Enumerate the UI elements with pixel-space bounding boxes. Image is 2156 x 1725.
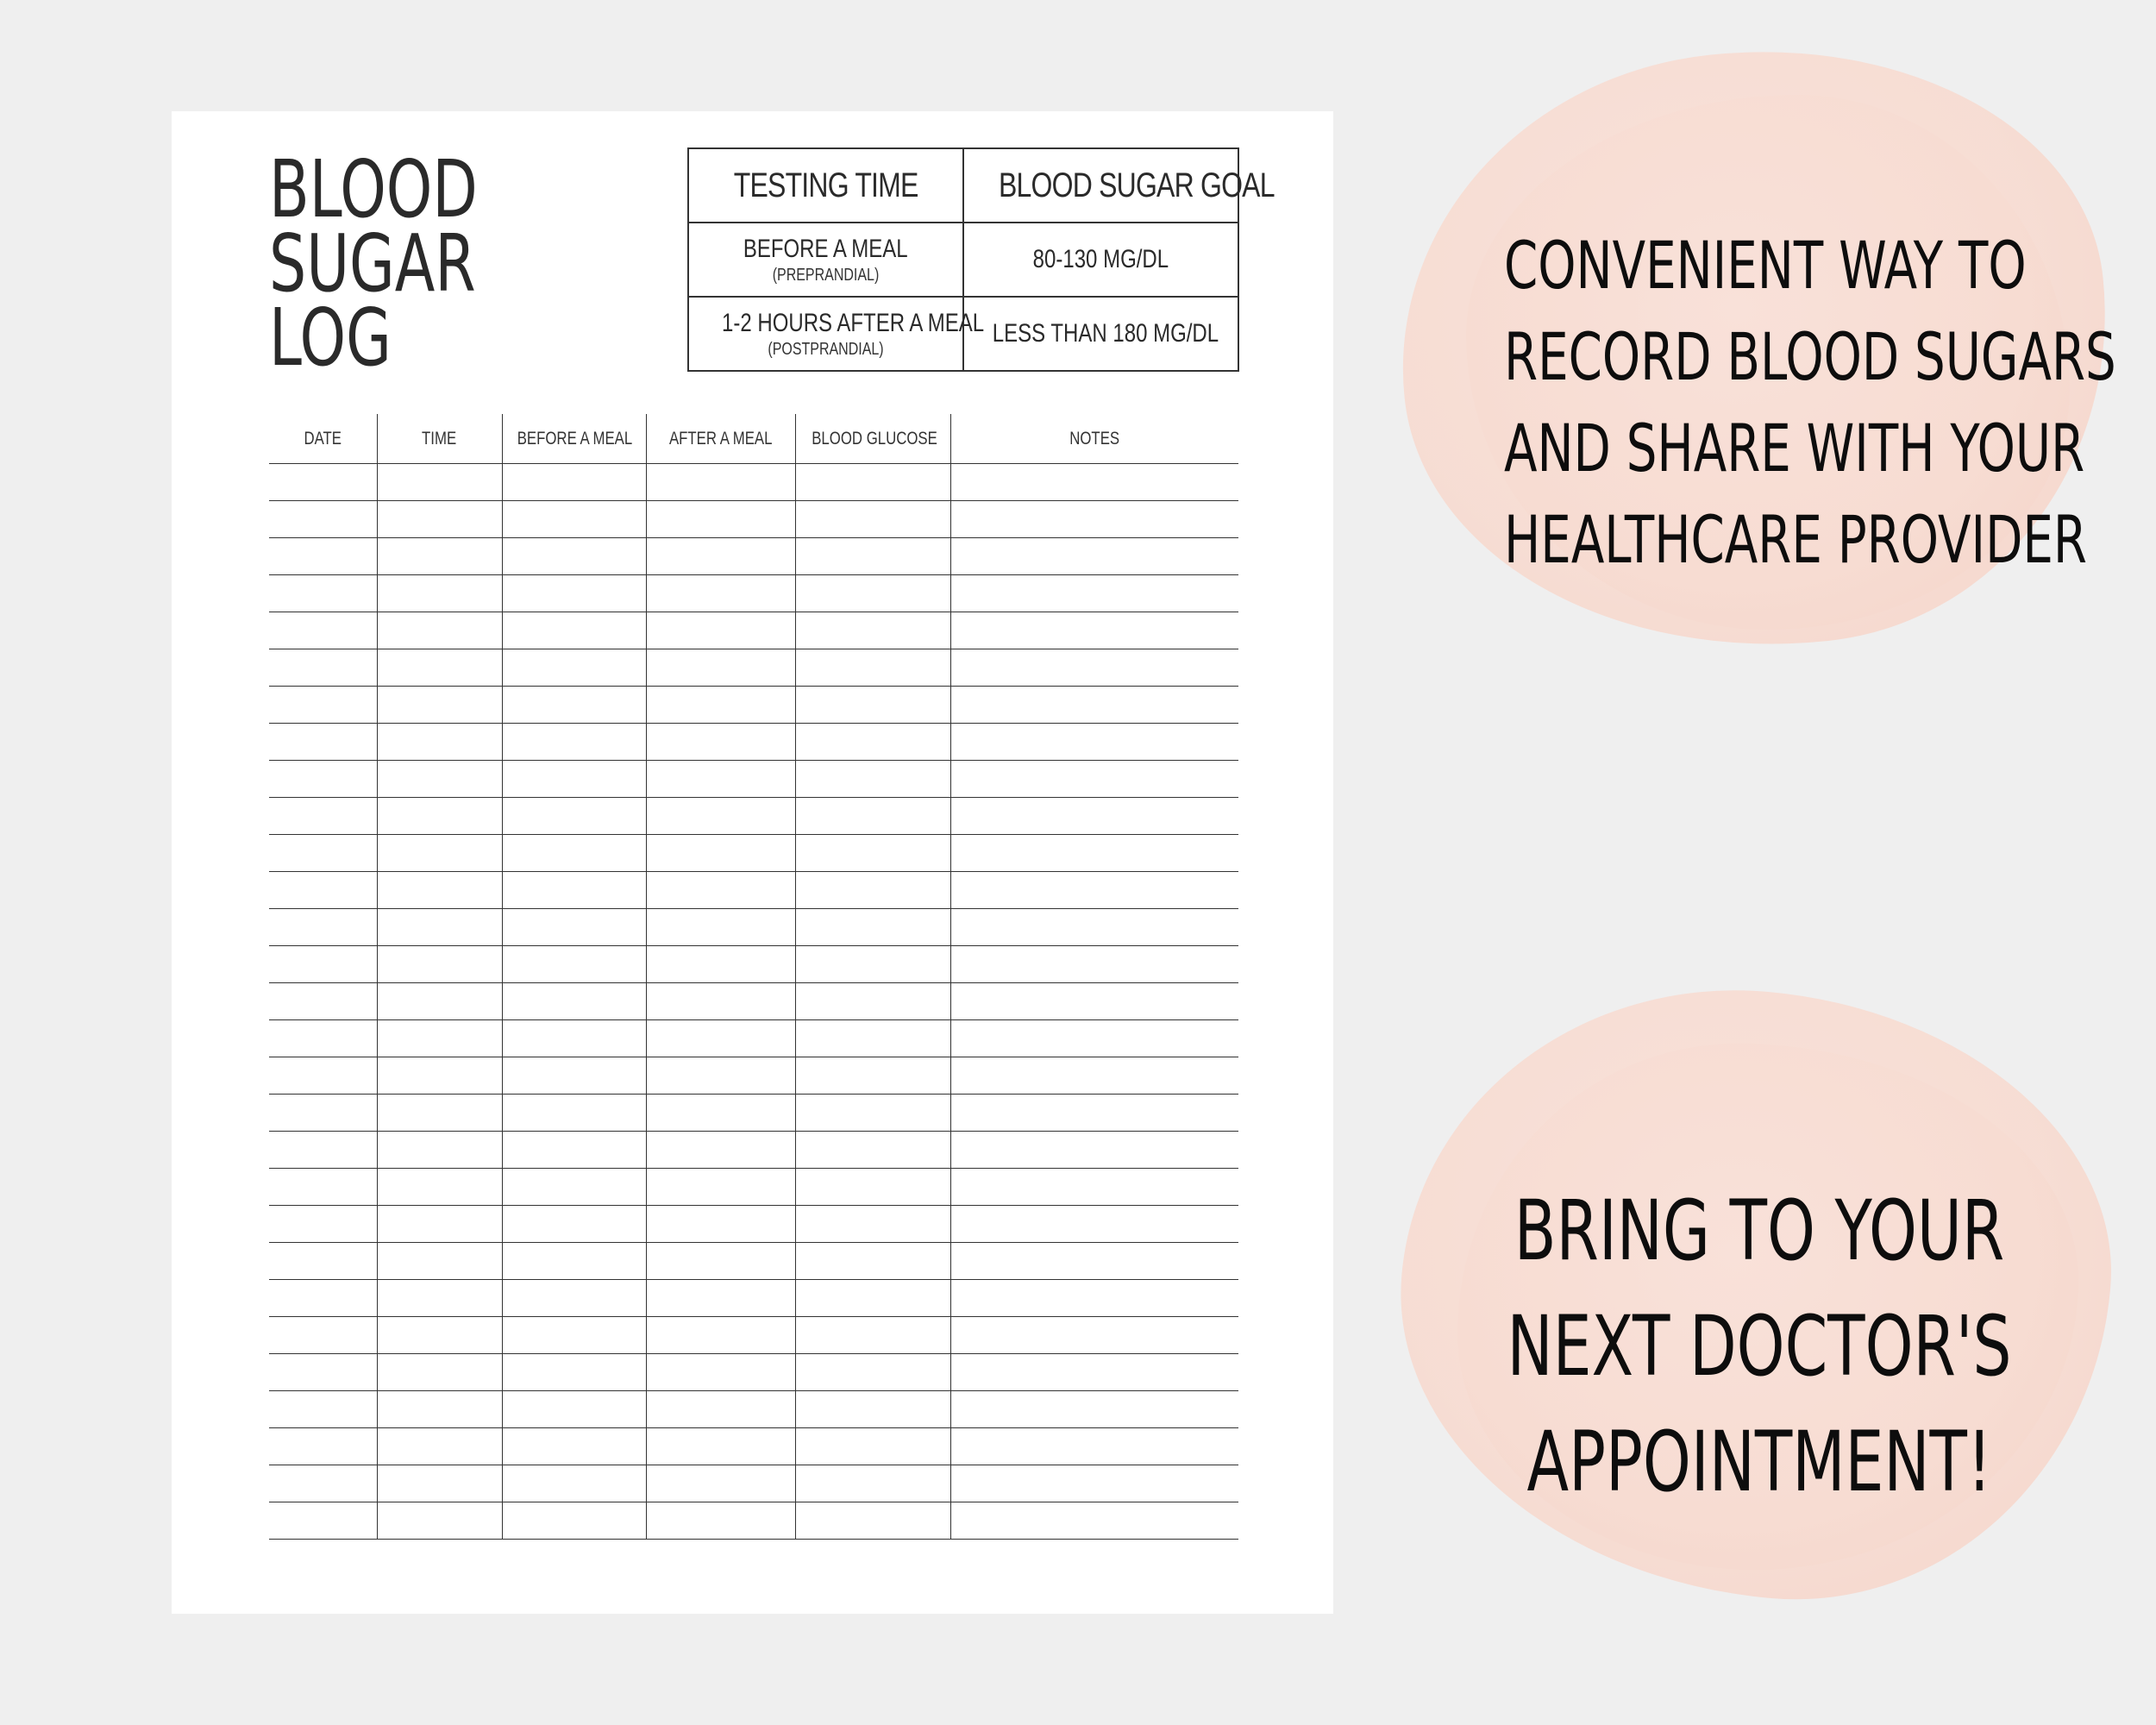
promo-line: APPOINTMENT!	[1526, 1414, 1992, 1510]
log-cell	[646, 1391, 795, 1428]
column-time: TIME	[377, 414, 502, 464]
goal-table-header	[688, 148, 1238, 223]
log-cell	[377, 1428, 502, 1465]
log-cell	[269, 1132, 377, 1169]
log-cell	[502, 761, 646, 798]
log-cell	[795, 1169, 950, 1206]
log-cell	[502, 983, 646, 1020]
log-cell	[795, 538, 950, 575]
log-row	[269, 946, 1238, 983]
log-cell	[502, 1057, 646, 1095]
log-cell	[502, 1280, 646, 1317]
goal-condition-cell	[688, 297, 985, 371]
log-cell	[795, 761, 950, 798]
log-row	[269, 798, 1238, 835]
log-cell	[646, 501, 795, 538]
log-cell	[269, 946, 377, 983]
log-cell	[377, 1280, 502, 1317]
log-cell	[377, 835, 502, 872]
goal-row-postprandial	[688, 297, 1238, 371]
goal-condition-cell	[688, 223, 963, 297]
log-cell	[795, 1317, 950, 1354]
log-cell	[269, 464, 377, 501]
log-cell	[950, 1428, 1238, 1465]
log-cell	[950, 724, 1238, 761]
column-before-a-meal: BEFORE A MEAL	[502, 414, 646, 464]
promo-line: RECORD BLOOD SUGARS	[1504, 318, 2116, 395]
log-row	[269, 724, 1238, 761]
log-cell	[646, 1206, 795, 1243]
log-cell	[269, 575, 377, 612]
log-cell	[502, 1354, 646, 1391]
log-cell	[795, 835, 950, 872]
log-cell	[269, 872, 377, 909]
goal-condition-note: (POSTPRANDIAL)	[768, 339, 884, 359]
log-cell	[795, 1280, 950, 1317]
title-line-2: SUGAR	[269, 217, 476, 310]
log-cell	[377, 538, 502, 575]
column-blood-glucose: BLOOD GLUCOSE	[795, 414, 950, 464]
log-cell	[950, 538, 1238, 575]
goal-condition-note: (PREPRANDIAL)	[772, 265, 880, 285]
log-row	[269, 575, 1238, 612]
log-cell	[795, 1206, 950, 1243]
log-cell	[269, 835, 377, 872]
log-cell	[646, 983, 795, 1020]
log-cell	[646, 1132, 795, 1169]
goal-header-testing-time: TESTING TIME	[688, 148, 963, 223]
log-cell	[646, 1317, 795, 1354]
log-cell	[950, 464, 1238, 501]
log-row	[269, 909, 1238, 946]
log-cell	[795, 1020, 950, 1057]
log-cell	[795, 983, 950, 1020]
log-cell	[950, 872, 1238, 909]
log-cell	[269, 909, 377, 946]
log-cell	[646, 1169, 795, 1206]
log-cell	[377, 1206, 502, 1243]
log-cell	[502, 909, 646, 946]
log-cell	[795, 1243, 950, 1280]
log-row	[269, 687, 1238, 724]
log-cell	[795, 464, 950, 501]
log-cell	[377, 1243, 502, 1280]
log-cell	[269, 1280, 377, 1317]
log-cell	[646, 575, 795, 612]
log-row	[269, 612, 1238, 649]
goal-header-blood-sugar-goal: BLOOD SUGAR GOAL	[963, 148, 1238, 223]
log-cell	[377, 575, 502, 612]
log-sheet	[172, 111, 1333, 1614]
log-cell	[950, 501, 1238, 538]
log-cell	[950, 1057, 1238, 1095]
log-cell	[269, 724, 377, 761]
log-cell	[950, 1095, 1238, 1132]
promo-line: BRING TO YOUR	[1514, 1182, 2005, 1279]
log-cell	[502, 872, 646, 909]
log-cell	[502, 1428, 646, 1465]
log-cell	[950, 909, 1238, 946]
log-cell	[646, 687, 795, 724]
log-cell	[377, 1169, 502, 1206]
log-row	[269, 1020, 1238, 1057]
log-cell	[269, 1465, 377, 1502]
log-cell	[377, 501, 502, 538]
log-cell	[377, 1057, 502, 1095]
log-cell	[269, 983, 377, 1020]
log-cell	[377, 1132, 502, 1169]
log-cell	[950, 1317, 1238, 1354]
log-cell	[502, 501, 646, 538]
log-cell	[377, 724, 502, 761]
log-cell	[377, 798, 502, 835]
log-cell	[269, 761, 377, 798]
log-cell	[950, 1354, 1238, 1391]
log-cell	[795, 1057, 950, 1095]
log-cell	[269, 1243, 377, 1280]
log-cell	[502, 1317, 646, 1354]
log-row	[269, 1057, 1238, 1095]
log-cell	[646, 909, 795, 946]
log-cell	[502, 1502, 646, 1540]
log-cell	[269, 1428, 377, 1465]
log-cell	[377, 1095, 502, 1132]
log-row	[269, 1317, 1238, 1354]
log-cell	[502, 1243, 646, 1280]
log-cell	[646, 1428, 795, 1465]
log-cell	[950, 1243, 1238, 1280]
column-date: DATE	[269, 414, 377, 464]
log-cell	[950, 761, 1238, 798]
log-cell	[502, 1095, 646, 1132]
log-row	[269, 872, 1238, 909]
log-cell	[377, 1020, 502, 1057]
log-cell	[502, 575, 646, 612]
goal-table	[687, 147, 1275, 372]
log-row	[269, 761, 1238, 798]
log-cell	[377, 1354, 502, 1391]
log-cell	[646, 1095, 795, 1132]
log-cell	[269, 1169, 377, 1206]
log-cell	[795, 798, 950, 835]
log-cell	[377, 649, 502, 687]
log-cell	[646, 538, 795, 575]
log-cell	[646, 724, 795, 761]
promo-text-appointment	[1414, 1173, 2104, 1520]
log-cell	[269, 1354, 377, 1391]
log-cell	[950, 1206, 1238, 1243]
log-cell	[269, 649, 377, 687]
log-cell	[795, 501, 950, 538]
log-cell	[269, 1095, 377, 1132]
log-cell	[502, 687, 646, 724]
log-row	[269, 538, 1238, 575]
log-cell	[950, 946, 1238, 983]
log-cell	[646, 1502, 795, 1540]
log-cell	[950, 649, 1238, 687]
log-cell	[950, 1169, 1238, 1206]
log-cell	[950, 1132, 1238, 1169]
log-row	[269, 1280, 1238, 1317]
log-cell	[950, 1280, 1238, 1317]
log-cell	[646, 1243, 795, 1280]
log-cell	[269, 1020, 377, 1057]
log-cell	[377, 1465, 502, 1502]
log-row	[269, 1502, 1238, 1540]
log-cell	[795, 1132, 950, 1169]
log-cell	[377, 687, 502, 724]
log-cell	[950, 612, 1238, 649]
log-table-header	[269, 414, 1238, 464]
log-cell	[269, 501, 377, 538]
goal-value-cell	[963, 297, 1238, 371]
log-cell	[646, 761, 795, 798]
goal-value-cell	[963, 223, 1238, 297]
column-after-a-meal: AFTER A MEAL	[646, 414, 795, 464]
log-cell	[950, 798, 1238, 835]
log-table	[269, 414, 1238, 1540]
promo-text-convenient	[1414, 220, 2116, 586]
log-cell	[950, 1020, 1238, 1057]
log-table-body	[269, 464, 1238, 1540]
log-cell	[269, 538, 377, 575]
title-line-3: LOG	[269, 292, 392, 384]
log-cell	[269, 1206, 377, 1243]
goal-value: LESS THAN 180 MG/DL	[992, 319, 1219, 348]
log-row	[269, 1132, 1238, 1169]
log-cell	[269, 1391, 377, 1428]
log-cell	[646, 649, 795, 687]
log-cell	[269, 1502, 377, 1540]
log-cell	[502, 1169, 646, 1206]
log-cell	[502, 1391, 646, 1428]
log-cell	[950, 575, 1238, 612]
log-cell	[795, 1095, 950, 1132]
log-cell	[502, 798, 646, 835]
log-cell	[502, 649, 646, 687]
log-cell	[646, 1280, 795, 1317]
log-cell	[795, 1502, 950, 1540]
log-cell	[377, 872, 502, 909]
log-cell	[646, 1465, 795, 1502]
log-row	[269, 835, 1238, 872]
log-row	[269, 649, 1238, 687]
log-cell	[950, 835, 1238, 872]
log-cell	[795, 649, 950, 687]
log-cell	[950, 1465, 1238, 1502]
log-row	[269, 1465, 1238, 1502]
log-cell	[646, 798, 795, 835]
log-row	[269, 1354, 1238, 1391]
log-cell	[502, 835, 646, 872]
title-line-1: BLOOD	[269, 143, 478, 235]
log-cell	[795, 575, 950, 612]
log-cell	[795, 946, 950, 983]
promo-line: NEXT DOCTOR'S	[1507, 1298, 2012, 1395]
log-row	[269, 1095, 1238, 1132]
log-cell	[377, 612, 502, 649]
log-cell	[950, 687, 1238, 724]
log-cell	[502, 1132, 646, 1169]
log-cell	[646, 464, 795, 501]
goal-value: 80-130 MG/DL	[1032, 245, 1169, 273]
log-row	[269, 1428, 1238, 1465]
log-cell	[377, 983, 502, 1020]
log-cell	[377, 909, 502, 946]
log-cell	[377, 946, 502, 983]
promo-line: CONVENIENT WAY TO	[1504, 227, 2027, 304]
log-cell	[795, 612, 950, 649]
log-row	[269, 1169, 1238, 1206]
log-cell	[795, 1354, 950, 1391]
log-cell	[795, 724, 950, 761]
log-cell	[795, 872, 950, 909]
log-cell	[377, 1317, 502, 1354]
log-cell	[795, 1428, 950, 1465]
log-row	[269, 983, 1238, 1020]
log-cell	[269, 798, 377, 835]
log-cell	[269, 687, 377, 724]
log-cell	[950, 983, 1238, 1020]
log-cell	[646, 1057, 795, 1095]
log-cell	[795, 1465, 950, 1502]
goal-condition: BEFORE A MEAL	[743, 234, 908, 263]
log-cell	[795, 909, 950, 946]
log-cell	[377, 1391, 502, 1428]
log-cell	[646, 872, 795, 909]
promo-line: HEALTHCARE PROVIDER	[1504, 501, 2088, 578]
goal-row-preprandial	[688, 223, 1238, 297]
log-cell	[377, 464, 502, 501]
log-cell	[377, 1502, 502, 1540]
log-cell	[502, 1465, 646, 1502]
log-cell	[269, 1057, 377, 1095]
log-cell	[646, 835, 795, 872]
log-row	[269, 1206, 1238, 1243]
log-cell	[646, 1020, 795, 1057]
sheet-title	[269, 143, 478, 384]
log-cell	[502, 946, 646, 983]
log-row	[269, 464, 1238, 501]
log-row	[269, 501, 1238, 538]
log-cell	[502, 538, 646, 575]
column-notes: NOTES	[950, 414, 1238, 464]
log-cell	[646, 612, 795, 649]
log-row	[269, 1391, 1238, 1428]
log-cell	[269, 1317, 377, 1354]
log-cell	[950, 1502, 1238, 1540]
log-cell	[502, 464, 646, 501]
log-cell	[502, 724, 646, 761]
promo-line: AND SHARE WITH YOUR	[1504, 410, 2085, 486]
goal-condition: 1-2 HOURS AFTER A MEAL	[722, 308, 985, 337]
log-cell	[646, 1354, 795, 1391]
log-cell	[502, 1020, 646, 1057]
log-cell	[377, 761, 502, 798]
log-cell	[269, 612, 377, 649]
log-cell	[795, 1391, 950, 1428]
log-cell	[646, 946, 795, 983]
log-cell	[502, 1206, 646, 1243]
log-row	[269, 1243, 1238, 1280]
log-cell	[502, 612, 646, 649]
log-cell	[950, 1391, 1238, 1428]
log-cell	[795, 687, 950, 724]
